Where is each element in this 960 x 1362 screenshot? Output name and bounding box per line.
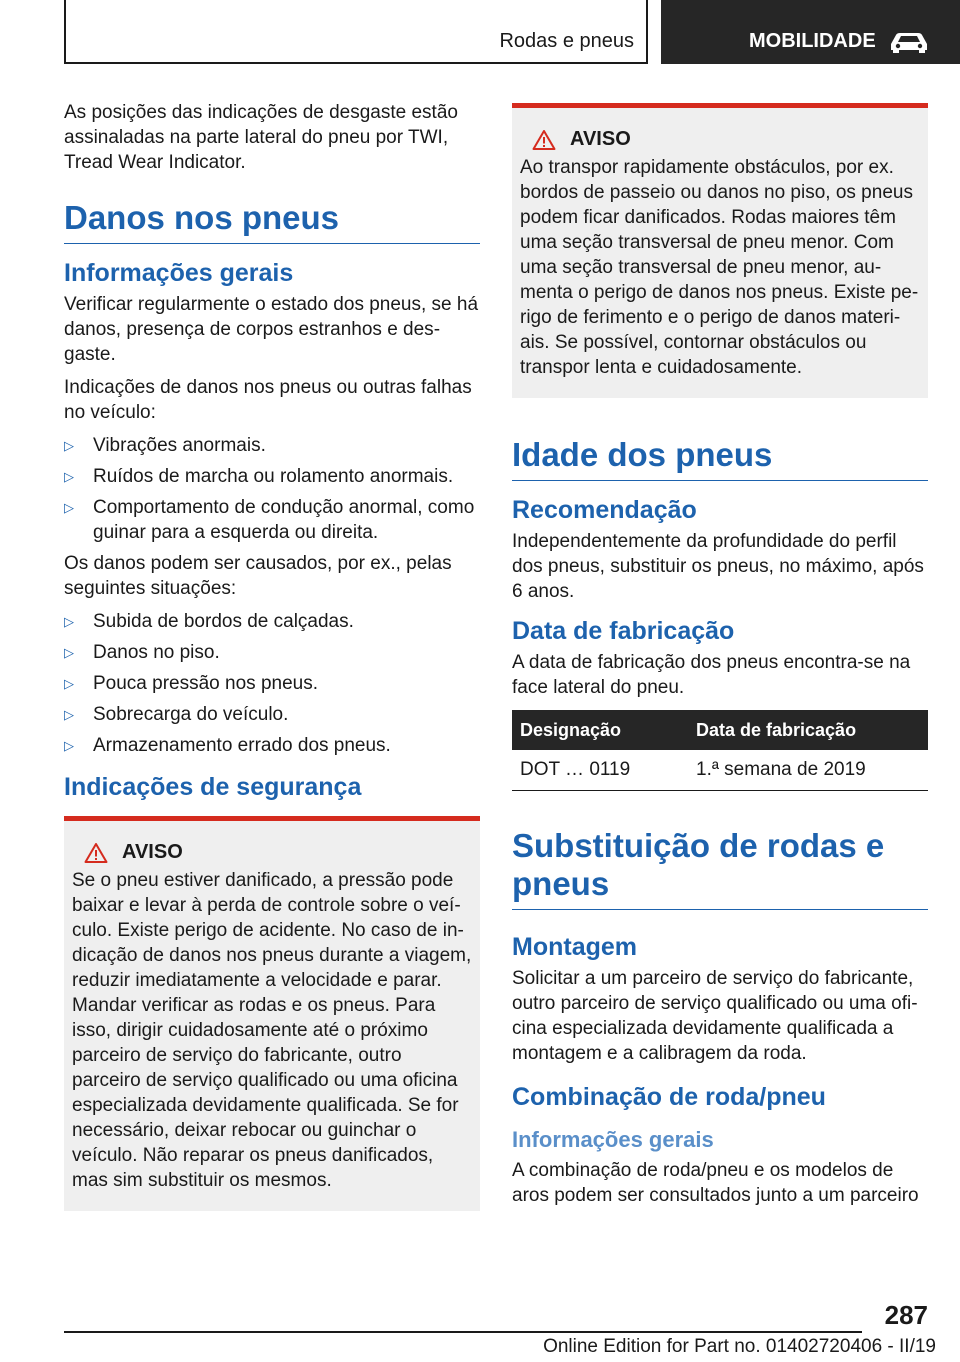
para-causes: Os danos podem ser causados, por ex., pelas seguintes situações: bbox=[64, 553, 452, 599]
manufacture-date-table bbox=[512, 710, 928, 791]
header-section-box bbox=[64, 0, 648, 64]
warning-text: Se o pneu estiver danificado, a pressão pode baixar e levar à perda de controle sobre o veículo. Existe perigo de acidente. No caso de indicação de danos nos pneus durante a viagem, reduzir imediatamente a velocidade e parar. Mandar verificar as rodas e os pneus. Para isso, dirigir cuidadosamente até o próximo parceiro de serviço do fabricante, outro parceiro de serviço qualificado ou uma oficina especializada devidamente qualificada. Se for necessário, deixar rebocar ou guinchar o veículo. Não reparar os pneus danificados, mas sim substituir os mesmos. bbox=[72, 870, 472, 1191]
heading-combination: Combinação de roda/pneu bbox=[512, 1083, 826, 1111]
page-number: 287 bbox=[884, 1300, 928, 1330]
warning-box bbox=[512, 103, 928, 398]
triangle-bullet-icon: ▷ bbox=[64, 438, 74, 453]
table-row bbox=[512, 750, 928, 791]
heading-general-info: Informações gerais bbox=[512, 1127, 714, 1152]
list-symptoms bbox=[64, 433, 480, 545]
column-header: Designação bbox=[512, 710, 688, 750]
car-icon bbox=[887, 30, 931, 54]
list-item: ▷ Pouca pressão nos pneus. bbox=[64, 673, 318, 694]
list-causes bbox=[64, 609, 480, 758]
table-cell: 1.ª semana de 2019 bbox=[688, 750, 928, 791]
para-manufacture-date: A data de fabricação dos pneus encontra-se na face lateral do pneu. bbox=[512, 652, 911, 698]
warning-title: AVISO bbox=[570, 128, 631, 150]
list-item: ▷ Vibrações anormais. bbox=[64, 435, 266, 456]
warning-header bbox=[532, 128, 920, 151]
section-title: Rodas e pneus bbox=[499, 30, 634, 52]
list-item: ▷ Sobrecarga do veículo. bbox=[64, 704, 289, 725]
triangle-bullet-icon: ▷ bbox=[64, 738, 74, 753]
warning-header bbox=[84, 841, 472, 864]
warning-triangle-icon bbox=[532, 129, 556, 151]
warning-box bbox=[64, 816, 480, 1211]
heading-idade: Idade dos pneus bbox=[512, 436, 928, 481]
para-indications: Indicações de danos nos pneus ou outras falhas no veículo: bbox=[64, 377, 472, 423]
table-header-row bbox=[512, 710, 928, 750]
warning-text: Ao transpor rapidamente obstáculos, por ex. bordos de passeio ou danos no piso, os pneus podem ficar danificados. Rodas maiores têm uma seção transversal de pneu menor. Com uma seção transversal de pneu menor, aumenta o perigo de danos nos pneus. Existe perigo de ferimento e o perigo de danos materiais. Se possível, contornar obstáculos ou transpor lenta e cuidadosamente. bbox=[520, 157, 919, 378]
intro-text: As posições das indicações de desgaste estão assinaladas na parte lateral do pneu por TWI, Tread Wear Indicator. bbox=[64, 102, 458, 173]
heading-info: Informações gerais bbox=[64, 259, 294, 287]
triangle-bullet-icon: ▷ bbox=[64, 469, 74, 484]
list-item: ▷ Danos no piso. bbox=[64, 642, 220, 663]
table-cell: DOT … 0119 bbox=[512, 750, 688, 791]
warning-title: AVISO bbox=[122, 841, 183, 863]
column-header: Data de fabricação bbox=[688, 710, 928, 750]
triangle-bullet-icon: ▷ bbox=[64, 707, 74, 722]
heading-manufacture-date: Data de fabricação bbox=[512, 617, 735, 645]
heading-danos: Danos nos pneus bbox=[64, 199, 480, 244]
para-combination: A combinação de roda/pneu e os modelos de aros podem ser consultados junto a um parceiro bbox=[512, 1160, 919, 1206]
list-item: ▷ Ruídos de marcha ou rolamento anormais. bbox=[64, 466, 454, 487]
chapter-tab bbox=[661, 0, 960, 64]
list-item: ▷ Armazenamento errado dos pneus. bbox=[64, 735, 391, 756]
triangle-bullet-icon: ▷ bbox=[64, 645, 74, 660]
heading-substitution: Substituição de rodas e pneus bbox=[512, 827, 928, 910]
footer-divider bbox=[64, 1331, 862, 1333]
triangle-bullet-icon: ▷ bbox=[64, 676, 74, 691]
heading-safety: Indicações de segurança bbox=[64, 773, 362, 801]
left-column bbox=[64, 100, 480, 1211]
triangle-bullet-icon: ▷ bbox=[64, 500, 74, 515]
heading-recommendation: Recomendação bbox=[512, 496, 697, 524]
para-recommendation: Independentemente da profundidade do perfil dos pneus, substituir os pneus, no máximo, após 6 anos. bbox=[512, 531, 924, 602]
right-column bbox=[512, 103, 928, 1216]
list-item: ▷ Comportamento de condução anormal, como guinar para a esquerda ou direita. bbox=[64, 497, 475, 543]
para-mounting: Solicitar a um parceiro de serviço do fabricante, outro parceiro de serviço qualificado ou uma oficina especializada devidamente qualificada a montagem e a calibragem da roda. bbox=[512, 968, 918, 1064]
heading-mounting: Montagem bbox=[512, 933, 637, 961]
chapter-label: MOBILIDADE bbox=[749, 30, 876, 52]
triangle-bullet-icon: ▷ bbox=[64, 614, 74, 629]
para-check: Verificar regularmente o estado dos pneus, se há danos, presença de corpos estranhos e desgaste. bbox=[64, 294, 479, 365]
list-item: ▷ Subida de bordos de calçadas. bbox=[64, 611, 354, 632]
edition-text: Online Edition for Part no. 01402720406 - II/19 bbox=[543, 1336, 936, 1357]
warning-triangle-icon bbox=[84, 842, 108, 864]
